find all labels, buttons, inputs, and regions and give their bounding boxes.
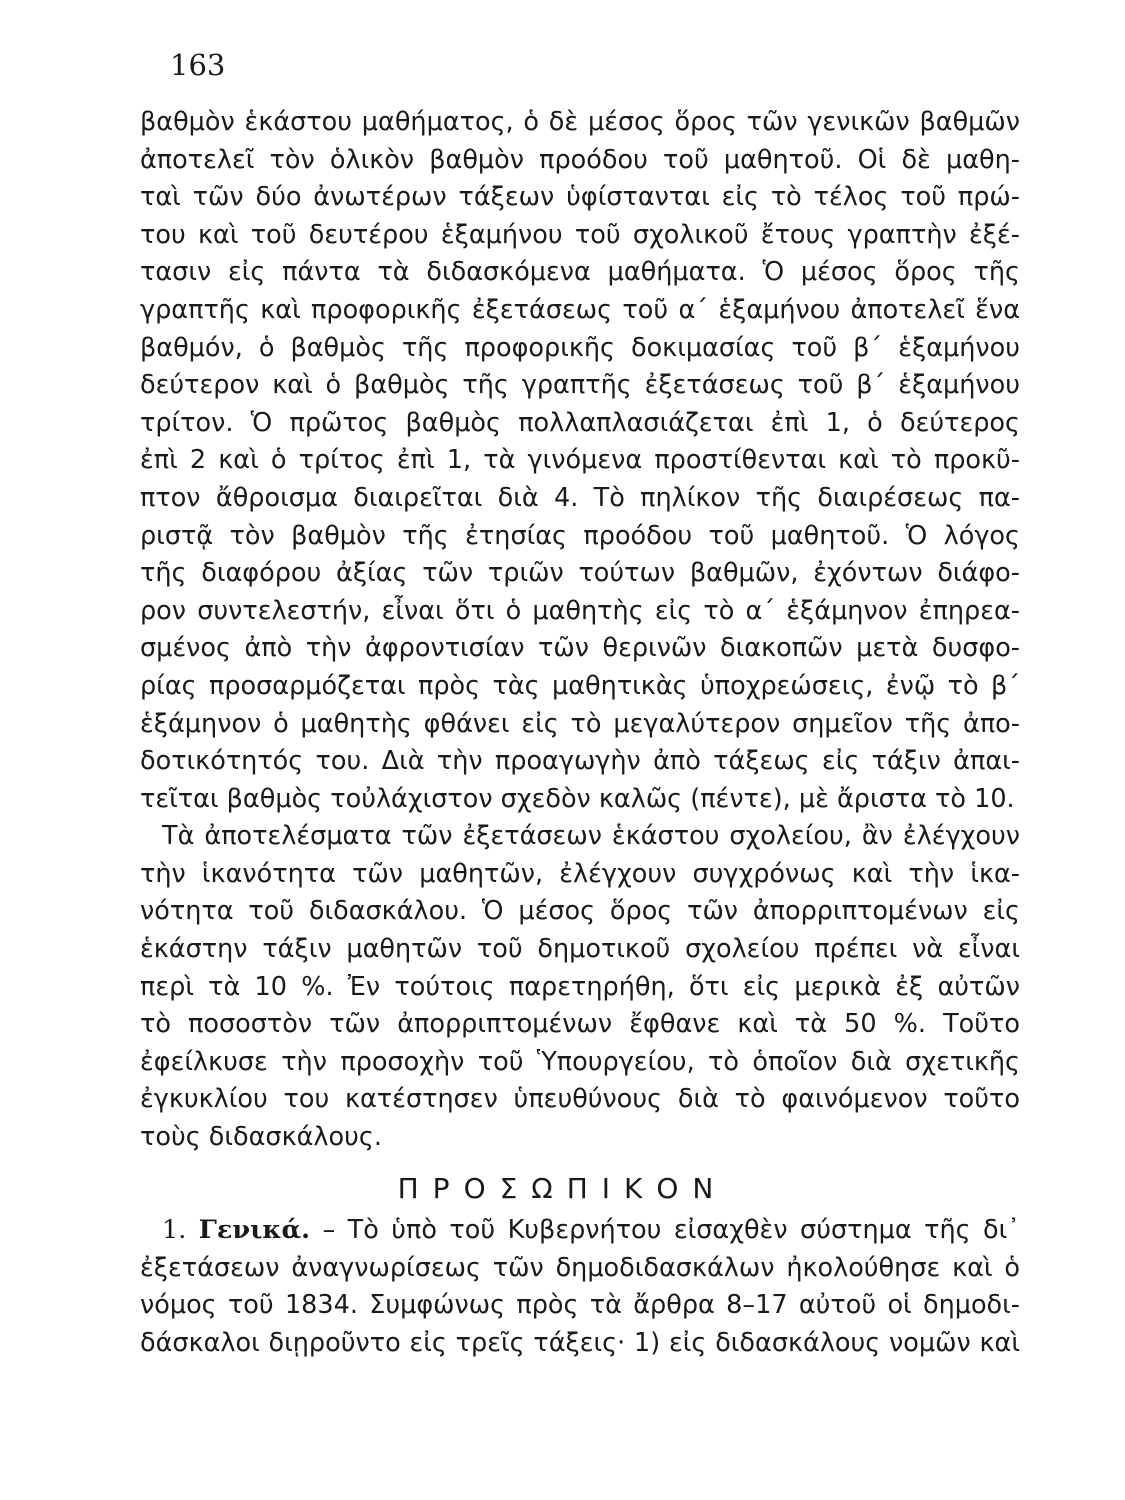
text-line: ριστᾷ τὸν βαθμὸν τῆς ἐτησίας προόδου τοῦ μαθητοῦ. Ὁ λόγος [140, 520, 1020, 551]
text-line: τρίτον. Ὁ πρῶτος βαθμὸς πολλαπλασιάζεται ἐπὶ 1, ὁ δεύτερος [140, 407, 1020, 438]
text-line: Τὰ ἀποτελέσματα τῶν ἐξετάσεων ἑκάστου σχολείου, ἂν ἐλέγχουν [162, 821, 1020, 852]
section-heading: ΠΡΟΣΩΠΙΚΟΝ [397, 1172, 728, 1205]
text-line: ρίας προσαρμόζεται πρὸς τὰς μαθητικὰς ὑποχρεώσεις, ἐνῷ τὸ β΄ [140, 670, 1020, 701]
text-line: περὶ τὰ 10 %. Ἐν τούτοις παρετηρήθη, ὅτι εἰς μερικὰ ἐξ αὐτῶν [140, 971, 1020, 1002]
text-line: ἐπὶ 2 καὶ ὁ τρίτος ἐπὶ 1, τὰ γινόμενα προστίθενται καὶ τὸ προκῦ- [140, 445, 1020, 476]
page-number: 163 [170, 48, 226, 82]
numbered-paragraph-first-line [140, 1212, 1020, 1250]
item-first-line-text: – Τὸ ὑπὸ τοῦ Κυβερνήτου εἰσαχθὲν σύστημα τῆς δι᾽ [322, 1215, 1020, 1245]
text-line: τῆς διαφόρου ἀξίας τῶν τριῶν τούτων βαθμῶν, ἐχόντων διάφο- [140, 558, 1020, 589]
section-text-block [140, 1212, 1020, 1362]
text-line: ἑξάμηνον ὁ μαθητὴς φθάνει εἰς τὸ μεγαλύτερον σημεῖον τῆς ἀπο- [140, 708, 1020, 739]
text-line: τοὺς διδασκάλους. [140, 1122, 382, 1153]
text-line: ρον συντελεστήν, εἶναι ὅτι ὁ μαθητὴς εἰς τὸ α΄ ἑξάμηνον ἐπηρεα- [140, 595, 1020, 626]
main-text-block [140, 104, 1020, 1157]
text-line: ταὶ τῶν δύο ἀνωτέρων τάξεων ὑφίστανται εἰς τὸ τέλος τοῦ πρώ- [140, 182, 1020, 213]
text-line: σμένος ἀπὸ τὴν ἀφροντισίαν τῶν θερινῶν διακοπῶν μετὰ δυσφο- [140, 633, 1020, 664]
item-term: Γενικά. [198, 1215, 311, 1245]
text-line: πτον ἄθροισμα διαιρεῖται διὰ 4. Τὸ πηλίκον τῆς διαιρέσεως πα- [140, 482, 1020, 513]
text-line: τεῖται βαθμὸς τοὐλάχιστον σχεδὸν καλῶς (πέντε), μὲ ἄριστα τὸ 10. [140, 783, 1015, 814]
text-line: νόμος τοῦ 1834. Συμφώνως πρὸς τὰ ἄρθρα 8–17 αὐτοῦ οἱ δημοδι- [140, 1290, 1020, 1321]
text-line: ἑκάστην τάξιν μαθητῶν τοῦ δημοτικοῦ σχολείου πρέπει νὰ εἶναι [140, 934, 1020, 965]
text-line: τὸ ποσοστὸν τῶν ἀπορριπτομένων ἔφθανε καὶ τὰ 50 %. Τοῦτο [140, 1009, 1020, 1040]
text-line: δοτικότητός του. Διὰ τὴν προαγωγὴν ἀπὸ τάξεως εἰς τάξιν ἀπαι- [140, 746, 1020, 777]
text-line: δεύτερον καὶ ὁ βαθμὸς τῆς γραπτῆς ἐξετάσεως τοῦ β΄ ἑξαμήνου [140, 370, 1020, 401]
text-line: ἐγκυκλίου του κατέστησεν ὑπευθύνους διὰ τὸ φαινόμενον τοῦτο [140, 1084, 1020, 1115]
text-line: ἐφείλκυσε τὴν προσοχὴν τοῦ Ὑπουργείου, τὸ ὁποῖον διὰ σχετικῆς [140, 1046, 1020, 1077]
text-line: τασιν εἰς πάντα τὰ διδασκόμενα μαθήματα. Ὁ μέσος ὅρος τῆς [140, 257, 1020, 288]
text-line: ἐξετάσεων ἀναγνωρίσεως τῶν δημοδιδασκάλων ἠκολούθησε καὶ ὁ [140, 1252, 1020, 1283]
item-number: 1. [162, 1215, 187, 1245]
text-line: τὴν ἱκανότητα τῶν μαθητῶν, ἐλέγχουν συγχρόνως καὶ τὴν ἱκα- [140, 858, 1020, 889]
text-line: γραπτῆς καὶ προφορικῆς ἐξετάσεως τοῦ α΄ ἑξαμήνου ἀποτελεῖ ἕνα [140, 294, 1020, 325]
text-line: ἀποτελεῖ τὸν ὁλικὸν βαθμὸν προόδου τοῦ μαθητοῦ. Οἱ δὲ μαθη- [140, 144, 1020, 175]
text-line: βαθμὸν ἑκάστου μαθήματος, ὁ δὲ μέσος ὅρος τῶν γενικῶν βαθμῶν [140, 107, 1020, 137]
text-line: δάσκαλοι διῃροῦντο εἰς τρεῖς τάξεις· 1) εἰς διδασκάλους νομῶν καὶ [140, 1327, 1020, 1358]
text-line: νότητα τοῦ διδασκάλου. Ὁ μέσος ὅρος τῶν ἀπορριπτομένων εἰς [140, 896, 1020, 927]
text-line: βαθμόν, ὁ βαθμὸς τῆς προφορικῆς δοκιμασίας τοῦ β΄ ἑξαμήνου [140, 332, 1020, 363]
text-line: του καὶ τοῦ δευτέρου ἑξαμήνου τοῦ σχολικοῦ ἔτους γραπτὴν ἐξέ- [140, 219, 1020, 250]
